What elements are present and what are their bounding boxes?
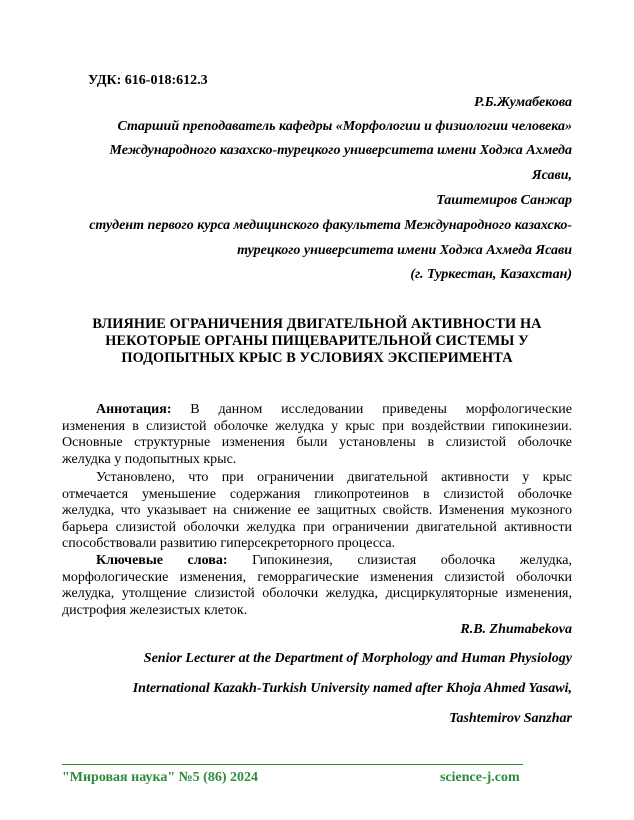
keywords-line: желудка, утолщение слизистой оболочки желудка, дисциркуляторные изменения, bbox=[62, 586, 572, 602]
author-2-position: студент первого курса медицинского факультета Международного казахско- bbox=[89, 218, 572, 233]
author-en-2-name: Tashtemirov Sanzhar bbox=[449, 711, 572, 726]
footer-divider bbox=[62, 764, 523, 765]
results-line: желудка, что указывает на снижение ее защитных свойств. Изменения мукозного bbox=[62, 503, 572, 519]
author-1-affiliation-cont: Ясави, bbox=[531, 168, 572, 183]
results-paragraph bbox=[62, 470, 572, 553]
author-en-1-position: Senior Lecturer at the Department of Morphology and Human Physiology bbox=[143, 651, 572, 666]
author-1-position: Старший преподаватель кафедры «Морфологии и физиологии человека» bbox=[117, 119, 572, 134]
footer-site-link[interactable]: science-j.com bbox=[440, 770, 520, 785]
abstract-paragraph bbox=[62, 402, 572, 468]
title-line: ПОДОПЫТНЫХ КРЫС В УСЛОВИЯХ ЭКСПЕРИМЕНТА bbox=[121, 350, 513, 366]
keywords-line: дистрофия железистых клеток. bbox=[62, 602, 248, 618]
author-2-affiliation: турецкого университета имени Ходжа Ахмеда Ясави bbox=[237, 243, 572, 258]
results-line: способствовали развитию гиперсекреторного процесса. bbox=[62, 536, 396, 552]
udc-code: УДК: 616-018:612.3 bbox=[88, 73, 208, 88]
abstract-line: Основные структурные изменения были установлены в слизистой оболочке bbox=[62, 435, 572, 451]
author-1-name: Р.Б.Жумабекова bbox=[474, 95, 572, 110]
author-1-affiliation: Международного казахско-турецкого университета имени Ходжа Ахмеда bbox=[109, 143, 572, 158]
results-line: барьера слизистой оболочки желудка при ограничении двигательной активности bbox=[62, 519, 572, 535]
keywords-label: Ключевые слова: bbox=[96, 553, 228, 568]
abstract-label: Аннотация: bbox=[96, 402, 172, 417]
results-line: отмечается уменьшение содержания гликопротеинов в слизистой оболочке bbox=[62, 486, 572, 502]
author-en-1-name: R.B. Zhumabekova bbox=[460, 622, 572, 637]
abstract-line: изменения в слизистой оболочке желудка у крыс при воздействии гипокинезии. bbox=[62, 418, 572, 434]
footer-journal: "Мировая наука" №5 (86) 2024 bbox=[62, 770, 258, 785]
abstract-first-line bbox=[62, 402, 572, 419]
keywords-text: Гипокинезия, слизистая оболочка желудка, bbox=[252, 553, 572, 568]
author-en-1-affiliation: International Kazakh-Turkish University named after Khoja Ahmed Yasawi, bbox=[132, 681, 572, 696]
author-2-name: Таштемиров Санжар bbox=[436, 193, 572, 208]
results-line: Установлено, что при ограничении двигательной активности у крыс bbox=[96, 470, 572, 485]
abstract-text: В данном исследовании приведены морфологические bbox=[190, 402, 573, 417]
author-location: (г. Туркестан, Казахстан) bbox=[410, 267, 572, 282]
keywords-paragraph bbox=[62, 553, 572, 619]
keywords-first-line bbox=[62, 553, 572, 570]
article-title bbox=[62, 316, 572, 367]
title-line: ВЛИЯНИЕ ОГРАНИЧЕНИЯ ДВИГАТЕЛЬНОЙ АКТИВНОСТИ НА bbox=[92, 316, 542, 332]
keywords-line: морфологические изменения, геморрагические изменения слизистой оболочки bbox=[62, 569, 572, 585]
abstract-line: желудка у подопытных крыс. bbox=[62, 451, 237, 467]
title-line: НЕКОТОРЫЕ ОРГАНЫ ПИЩЕВАРИТЕЛЬНОЙ СИСТЕМЫ У bbox=[105, 333, 529, 349]
